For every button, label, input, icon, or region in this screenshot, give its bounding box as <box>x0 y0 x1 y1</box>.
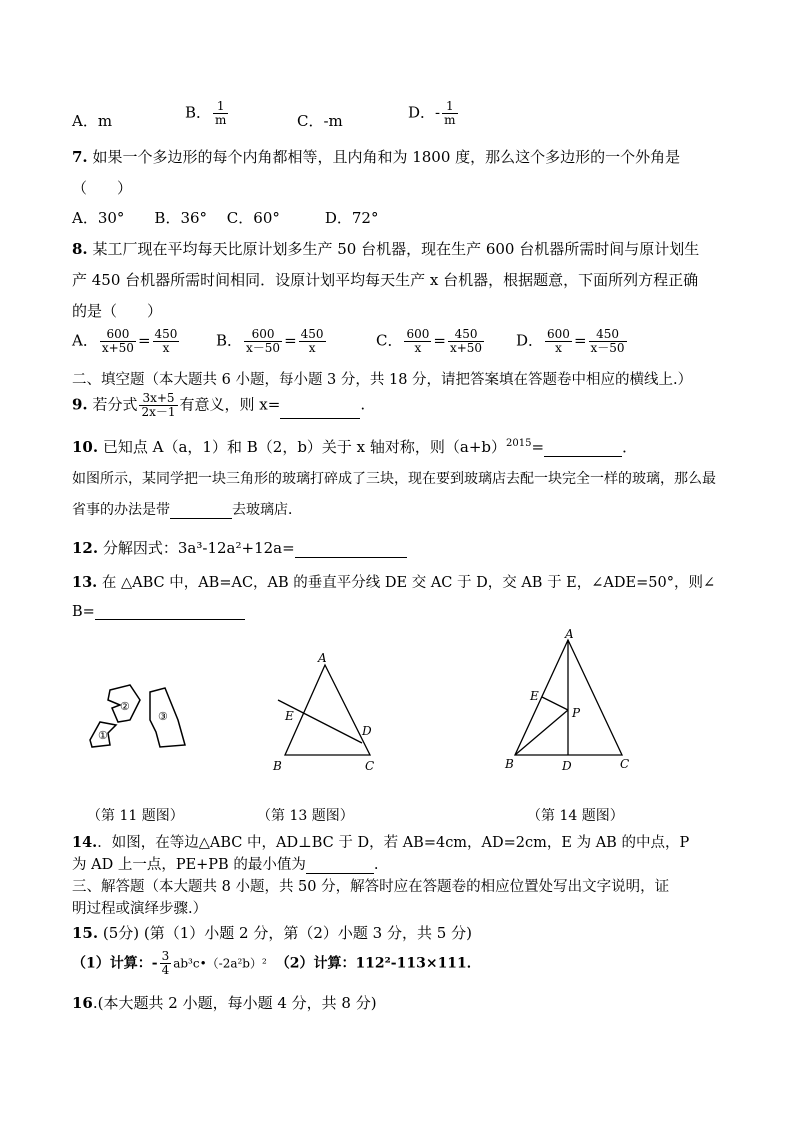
q9-post: 有意义，则 x= <box>179 395 281 414</box>
q8-option-d <box>516 328 629 355</box>
question-number: 12. <box>72 539 99 557</box>
q11-line2 <box>72 499 302 519</box>
answer-blank[interactable] <box>170 503 232 519</box>
figure-13 <box>270 645 390 780</box>
fraction <box>153 328 180 355</box>
answer-blank[interactable] <box>544 440 622 457</box>
q8-stem-line3: 的是（ ） <box>72 302 163 320</box>
q15-part1-expr: ab³c•（-2a²b）² <box>173 956 267 971</box>
equals-sign: = <box>284 331 297 350</box>
option-label: C． <box>376 331 403 350</box>
q15-fraction <box>160 950 172 977</box>
q13-line1 <box>72 571 715 592</box>
q13-line2 <box>72 604 245 620</box>
q10-eq: = <box>531 438 545 456</box>
answer-blank[interactable] <box>95 604 245 620</box>
fraction-numerator: 1 <box>442 100 457 114</box>
answer-blank[interactable] <box>306 858 374 874</box>
q15-part2: （2）计算：112²-113×111． <box>275 955 481 972</box>
figure-13-caption: （第 13 题图） <box>257 808 354 824</box>
q15-parts <box>72 950 481 977</box>
figure-11 <box>70 660 200 760</box>
q15-text: (5分) (第（1）小题 2 分，第（2）小题 3 分，共 5 分) <box>98 924 472 942</box>
q8-option-c <box>376 328 486 355</box>
q6-option-d <box>408 100 460 127</box>
q12 <box>72 537 407 558</box>
fraction <box>299 328 326 355</box>
vertex-label-a: A <box>565 627 574 641</box>
q6-option-d-label: D．- <box>408 103 441 122</box>
fraction-denominator: x+50 <box>101 341 134 355</box>
fraction-denominator: x+50 <box>449 341 483 355</box>
q8-text: 某工厂现在平均每天比原计划多生产 50 台机器，现在生产 600 台机器所需时间与原计划生 <box>92 240 700 258</box>
q6-option-c: C．-m <box>297 112 343 130</box>
q7-paren: （ ） <box>72 179 133 197</box>
q15-stem <box>72 922 472 943</box>
fraction-denominator: x <box>162 341 170 355</box>
q8-stem-line1 <box>72 238 699 259</box>
q11-line1: 如图所示，某同学把一块三角形的玻璃打碎成了三块，现在要到玻璃店去配一块完全一样的玻璃，那么最 <box>72 471 716 487</box>
fraction-numerator: 3x+5 <box>139 392 177 406</box>
point-label-e: E <box>285 709 294 723</box>
q6-option-b-fraction <box>213 100 228 127</box>
option-label: B． <box>216 331 243 350</box>
section-3-heading-line1: 三、解答题（本大题共 8 小题，共 50 分，解答时应在答题卷的相应位置处写出文字说明，证 <box>72 879 670 895</box>
q9-pre: 若分式 <box>92 395 138 414</box>
q7-stem <box>72 146 680 167</box>
section-2-heading: 二、填空题（本大题共 6 小题，每小题 3 分，共 18 分，请把答案填在答题卷中相应的横线上.） <box>72 372 693 388</box>
question-number: 8. <box>72 240 88 258</box>
fraction-numerator: 3 <box>161 949 170 963</box>
question-number: 15. <box>72 924 99 942</box>
q14-line2 <box>72 853 378 874</box>
q11-line2b: 去玻璃店． <box>232 502 302 518</box>
fraction-denominator: 2x－1 <box>141 405 176 419</box>
q14-line1 <box>72 831 689 852</box>
fraction-denominator: m <box>215 113 227 127</box>
q6-option-d-fraction <box>442 100 457 127</box>
fraction-denominator: x－50 <box>246 341 281 355</box>
q8-stem-line2: 产 450 台机器所需时间相同．设原计划平均每天生产 x 台机器，根据题意，下面所列方程正确 <box>72 271 699 289</box>
q12-text: 分解因式：3a³-12a²+12a= <box>102 539 295 557</box>
option-label: A． <box>72 331 98 350</box>
q9 <box>72 392 365 419</box>
question-number: 13. <box>72 574 98 591</box>
fraction-numerator: 600 <box>100 328 136 342</box>
q6-option-a: A．m <box>72 112 113 130</box>
fraction-denominator: x <box>308 341 316 355</box>
figure-11-caption: （第 11 题图） <box>87 808 184 824</box>
answer-blank[interactable] <box>295 541 407 558</box>
fraction-numerator: 450 <box>589 328 627 342</box>
q10-text: 已知点 A（a，1）和 B（2，b）关于 x 轴对称，则（a+b） <box>102 438 507 456</box>
option-label: D． <box>516 331 544 350</box>
fraction-numerator: 600 <box>244 328 282 342</box>
vertex-label-b: B <box>505 757 514 771</box>
equals-sign: = <box>137 331 151 350</box>
q13-line2-text: B= <box>72 604 95 620</box>
vertex-label-b: B <box>273 759 282 773</box>
q7-text: 如果一个多边形的每个内角都相等，且内角和为 1800 度，那么这个多边形的一个外角是 <box>92 148 681 166</box>
segment-pb <box>515 710 568 755</box>
q14-line2-text: 为 AD 上一点，PE+PB 的最小值为 <box>72 857 306 873</box>
fraction <box>404 328 431 355</box>
q6-option-b-label: B． <box>185 103 212 122</box>
q9-fraction <box>139 392 177 419</box>
question-number: 7. <box>72 148 88 166</box>
section-3-heading-line2: 明过程或演绎步骤.） <box>72 901 208 917</box>
fraction-numerator: 450 <box>448 328 484 342</box>
figure-14-caption: （第 14 题图） <box>527 808 624 824</box>
q8-option-a <box>72 328 181 355</box>
equals-sign: = <box>573 331 587 350</box>
q16-stem <box>72 992 377 1013</box>
point-label-p: P <box>572 706 581 720</box>
figure-14 <box>500 625 640 780</box>
point-label-d: D <box>562 759 572 773</box>
q16-text: .(本大题共 2 小题，每小题 4 分，共 8 分) <box>92 994 377 1012</box>
q11-line2a: 省事的办法是带 <box>72 502 170 518</box>
q9-end: . <box>360 395 366 414</box>
fraction-denominator: x <box>414 341 422 355</box>
q10-end: ． <box>622 438 638 456</box>
point-label-d: D <box>362 724 372 738</box>
question-number: 16 <box>72 994 93 1012</box>
fraction-denominator: x－50 <box>590 341 625 355</box>
fraction-numerator: 450 <box>154 327 178 341</box>
q14-end: . <box>373 857 379 873</box>
equals-sign: = <box>433 331 446 350</box>
q6-option-b <box>185 100 230 127</box>
q10 <box>72 436 637 457</box>
piece-label-3: ③ <box>158 710 168 723</box>
fraction-numerator: 600 <box>406 327 430 341</box>
piece-label-2: ② <box>120 700 130 713</box>
fraction-denominator: x <box>555 341 562 355</box>
q10-exponent: 2015 <box>506 438 532 449</box>
fraction <box>244 328 282 355</box>
fraction-denominator: 4 <box>161 963 170 977</box>
fraction <box>100 328 136 355</box>
q15-part1-label: （1）计算：- <box>72 955 158 972</box>
fraction-denominator: m <box>444 113 456 127</box>
point-label-e: E <box>530 689 539 703</box>
q13-text: 在 △ABC 中，AB=AC，AB 的垂直平分线 DE 交 AC 于 D，交 AB 于 E，∠ADE=50°，则∠ <box>101 575 716 591</box>
q14-text: ．如图，在等边△ABC 中，AD⊥BC 于 D，若 AB=4cm，AD=2cm，E 为 AB 的中点，P <box>97 835 690 851</box>
fraction <box>589 328 627 355</box>
fraction <box>545 328 572 355</box>
question-number: 14. <box>72 834 98 851</box>
q7-options: A．30° B．36° C．60° D．72° <box>72 209 379 227</box>
question-number: 9. <box>72 395 88 414</box>
question-number: 10. <box>72 438 99 456</box>
vertex-label-c: C <box>365 759 375 773</box>
vertex-label-c: C <box>620 757 630 771</box>
fraction <box>448 328 484 355</box>
vertex-label-a: A <box>318 651 327 665</box>
answer-blank[interactable] <box>280 402 360 419</box>
q8-option-b <box>216 328 328 355</box>
fraction-numerator: 600 <box>547 327 570 341</box>
fraction-numerator: 1 <box>213 100 228 114</box>
segment-ep <box>542 697 568 710</box>
piece-label-1: ① <box>98 729 108 742</box>
fraction-numerator: 450 <box>300 327 324 341</box>
